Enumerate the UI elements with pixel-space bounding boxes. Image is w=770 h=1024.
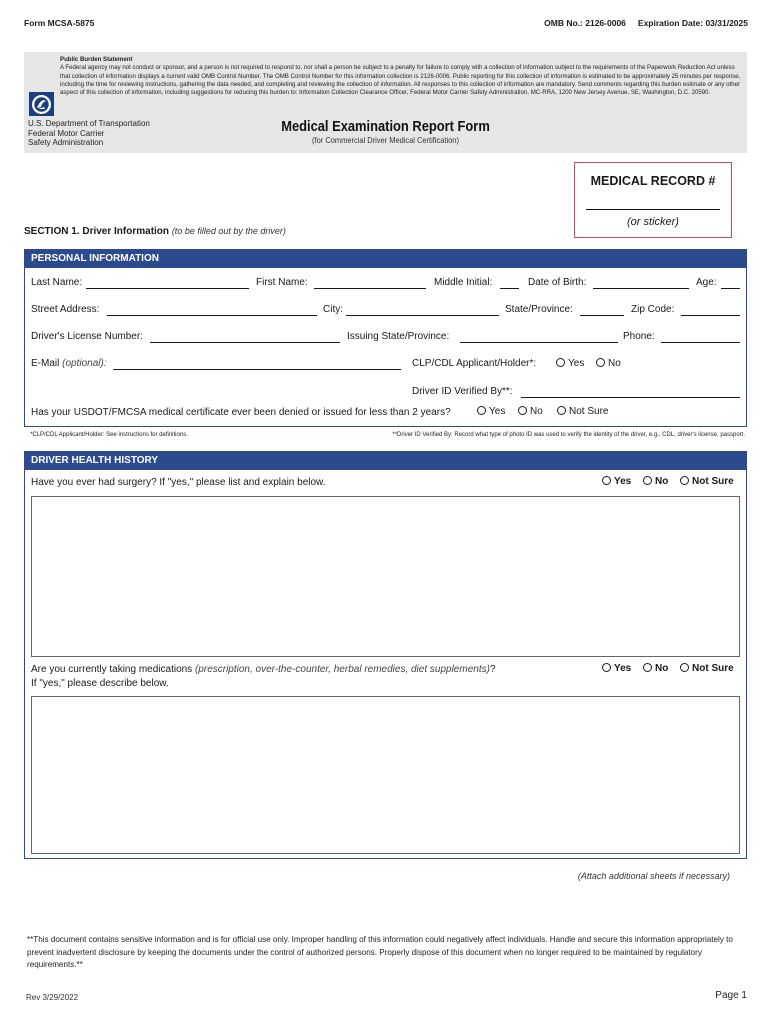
surgery-not-sure-radio[interactable] (680, 476, 689, 485)
clp-label: CLP/CDL Applicant/Holder*: (412, 358, 537, 369)
driver-id-footnote: **Driver ID Verified By: Record what type of photo ID was used to verify the identity of the driver, e.g., CDL, driver's license, passport. (392, 432, 745, 438)
meds-yes-option[interactable]: Yes (602, 663, 631, 674)
expiration-date: Expiration Date: 03/31/2025 (637, 18, 748, 28)
sensitive-info-warning: **This document contains sensitive information and is for official use only. Improper handling of this information could negatively affect individuals. Handle and secure this information appropriately to prevent inadvertent disclosure by keeping the documents under the control of authorized persons. Properly dispose of this document when no longer required to be maintained by regulatory requirements.** (27, 935, 733, 970)
phone-label: Phone: (623, 331, 655, 342)
phone-field[interactable] (661, 333, 740, 343)
medical-record-label: MEDICAL RECORD # (590, 174, 716, 188)
first-name-label: First Name: (256, 277, 308, 288)
denied-question: Has your USDOT/FMCSA medical certificate ever been denied or issued for less than 2 years? (31, 407, 451, 418)
license-field[interactable] (150, 333, 340, 343)
meds-no-option[interactable]: No (643, 663, 668, 674)
burden-body: A Federal agency may not conduct or sponsor, and a person is not required to respond to, nor shall a person be subject to a penalty for failure to comply with a collection of information subject to the requirements of the Paperwork Reduction Act unless that collection of information displays a current valid OMB Control Number. The OMB Control Number for this information collection is 2126-0006. Public reporting for this collection of information is estimated to be approximately 25 minutes per response, including the time for reviewing instructions, gathering the data needed, and completing and reviewing the collection of information. All responses to this collection of information are mandatory. Send comments regarding this burden estimate or any other aspect of this collection of information, including suggestions for reducing this burden to: Information Collection Clearance Officer, Federal Motor Carrier Safety Administration, MC-RRA, 1200 New Jersey Avenue, SE, Washington, D.C. 20590. (60, 64, 741, 97)
burden-statement (24, 52, 747, 116)
issuing-state-label: Issuing State/Province: (347, 331, 450, 342)
email-label: E-Mail (optional): (31, 358, 107, 369)
revision-date: Rev 3/29/2022 (26, 993, 79, 1002)
meds-not-sure-option[interactable]: Not Sure (680, 663, 734, 674)
driver-id-label: Driver ID Verified By**: (412, 386, 513, 397)
health-history-panel (24, 451, 747, 859)
dot-logo-icon (29, 92, 54, 117)
attach-note: (Attach additional sheets if necessary) (577, 871, 730, 881)
section-heading: SECTION 1. Driver Information (to be filled out by the driver) (24, 226, 286, 237)
middle-initial-field[interactable] (500, 279, 519, 289)
state-label: State/Province: (505, 304, 573, 315)
clp-footnote: *CLP/CDL Applicant/Holder: See instructions for definitions. (30, 432, 188, 438)
license-label: Driver's License Number: (31, 331, 143, 342)
denied-not-sure-option[interactable]: Not Sure (557, 406, 608, 417)
state-field[interactable] (580, 306, 624, 316)
section-note: (to be filled out by the driver) (171, 226, 286, 236)
omb-info (544, 18, 748, 28)
sticker-note: (or sticker) (627, 216, 679, 228)
denied-yes-option[interactable]: Yes (477, 406, 505, 417)
denied-no-radio[interactable] (518, 406, 527, 415)
surgery-no-radio[interactable] (643, 476, 652, 485)
clp-no-option[interactable]: No (596, 358, 621, 369)
driver-id-field[interactable] (521, 388, 740, 398)
form-id: Form MCSA-5875 (24, 18, 95, 28)
last-name-field[interactable] (86, 279, 249, 289)
surgery-question: Have you ever had surgery? If "yes," please list and explain below. (31, 477, 326, 488)
issuing-state-field[interactable] (460, 333, 618, 343)
dob-label: Date of Birth: (528, 277, 587, 288)
surgery-no-option[interactable]: No (643, 476, 668, 487)
denied-yes-radio[interactable] (477, 406, 486, 415)
form-title: Medical Examination Report Form (281, 118, 490, 135)
age-label: Age: (696, 277, 717, 288)
street-field[interactable] (107, 306, 317, 316)
burden-title: Public Burden Statement (60, 56, 133, 63)
medications-textbox[interactable] (31, 696, 740, 854)
email-field[interactable] (113, 360, 401, 370)
form-subtitle: (for Commercial Driver Medical Certification) (312, 135, 459, 145)
zip-label: Zip Code: (631, 304, 675, 315)
dob-field[interactable] (593, 279, 689, 289)
surgery-not-sure-option[interactable]: Not Sure (680, 476, 734, 487)
city-field[interactable] (346, 306, 499, 316)
clp-yes-option[interactable]: Yes (556, 358, 584, 369)
medications-question: Are you currently taking medications (prescription, over-the-counter, herbal remedies, diet supplements)? (31, 664, 496, 675)
medical-record-field[interactable] (586, 209, 720, 210)
street-label: Street Address: (31, 304, 100, 315)
meds-not-sure-radio[interactable] (680, 663, 689, 672)
surgery-yes-option[interactable]: Yes (602, 476, 631, 487)
last-name-label: Last Name: (31, 277, 83, 288)
meds-no-radio[interactable] (643, 663, 652, 672)
clp-no-radio[interactable] (596, 358, 605, 367)
surgery-textbox[interactable] (31, 496, 740, 657)
surgery-yes-radio[interactable] (602, 476, 611, 485)
age-field[interactable] (721, 279, 740, 289)
middle-initial-label: Middle Initial: (434, 277, 493, 288)
omb-number: OMB No.: 2126-0006 (544, 18, 626, 28)
zip-field[interactable] (681, 306, 740, 316)
medications-note: (prescription, over-the-counter, herbal remedies, diet supplements) (194, 664, 490, 675)
personal-info-heading: PERSONAL INFORMATION (25, 250, 746, 268)
title-band (24, 116, 747, 153)
first-name-field[interactable] (314, 279, 426, 289)
health-history-heading: DRIVER HEALTH HISTORY (25, 452, 746, 470)
personal-info-panel (24, 249, 747, 427)
medications-describe: If "yes," please describe below. (31, 678, 169, 689)
meds-yes-radio[interactable] (602, 663, 611, 672)
denied-no-option[interactable]: No (518, 406, 543, 417)
denied-not-sure-radio[interactable] (557, 406, 566, 415)
city-label: City: (323, 304, 343, 315)
clp-yes-radio[interactable] (556, 358, 565, 367)
email-optional-note: (optional): (62, 358, 107, 369)
medical-record-box (574, 162, 732, 238)
agency-name: U.S. Department of Transportation Federal Motor Carrier Safety Administration (28, 119, 150, 147)
page-number: Page 1 (715, 990, 747, 1001)
